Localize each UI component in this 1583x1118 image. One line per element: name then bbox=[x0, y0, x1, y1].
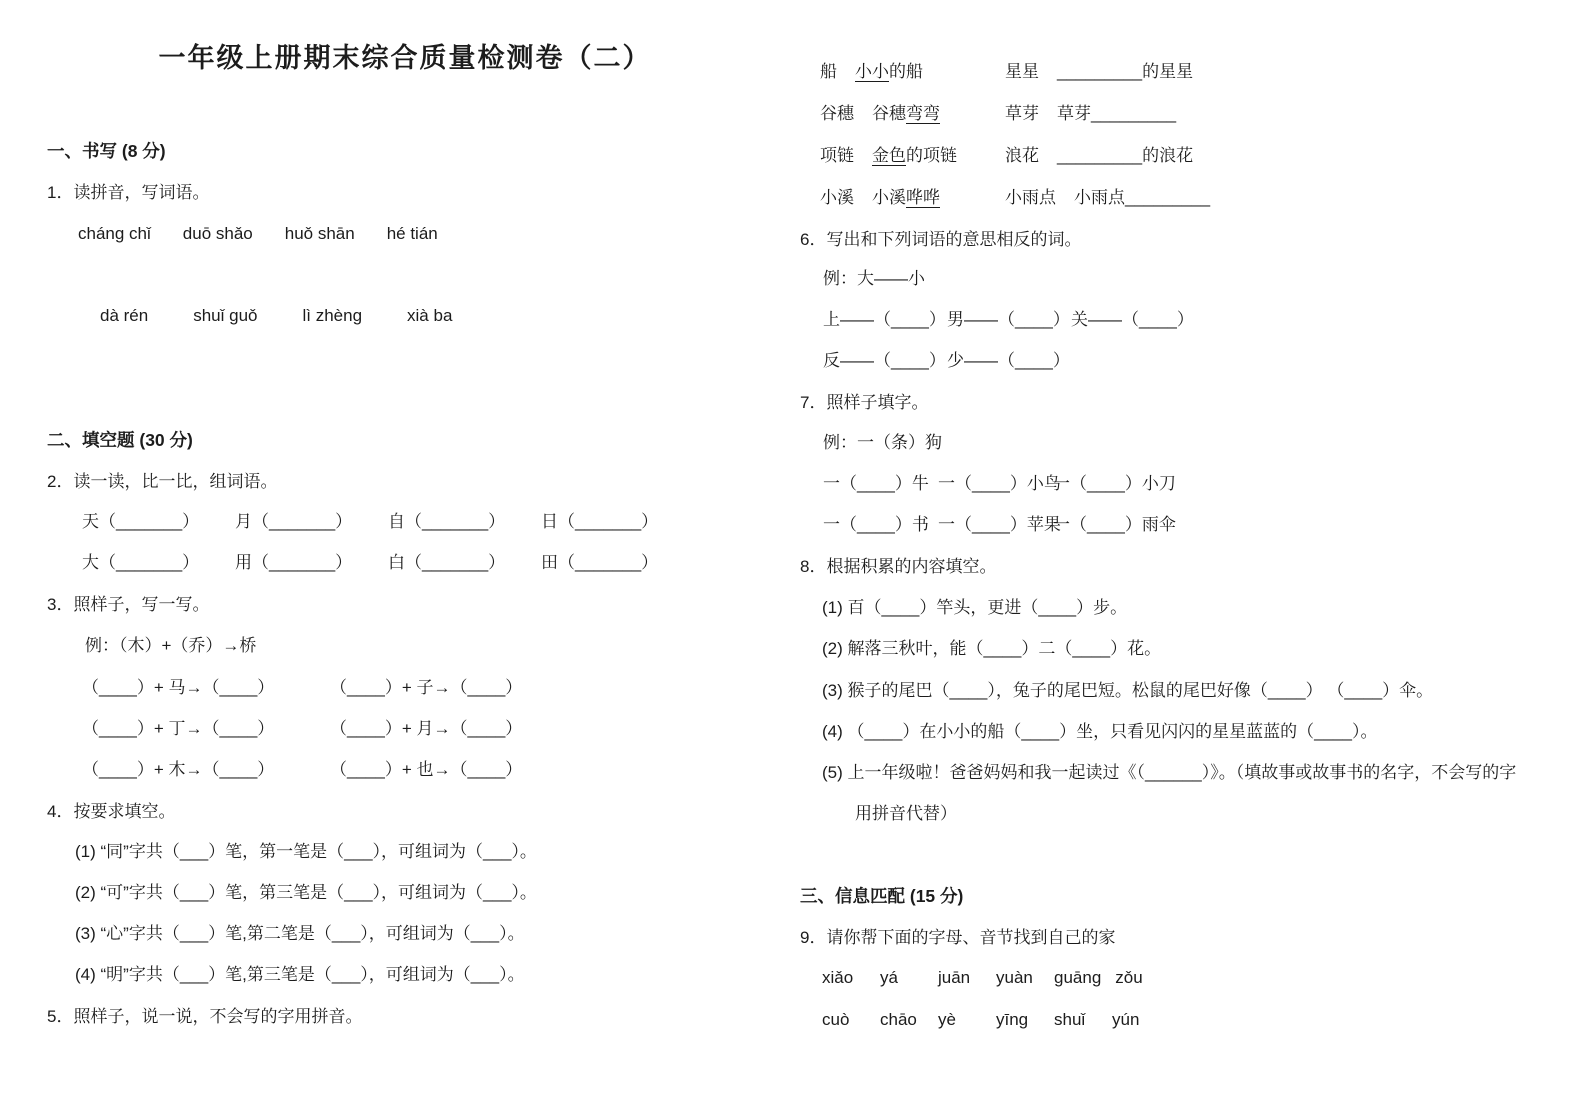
question-8-label: 8．根据积累的内容填空。 bbox=[800, 557, 997, 576]
question-4-label: 4．按要求填空。 bbox=[47, 802, 176, 821]
question-8-item-3: (3) 猴子的尾巴（____），兔子的尾巴短。松鼠的尾巴好像（____） （____）伞。 bbox=[822, 681, 1434, 700]
section-3-heading: 三、信息匹配 (15 分) bbox=[800, 886, 964, 906]
char-equation: （____）+ 丁→（____） bbox=[82, 719, 275, 738]
word-blank: 日（_______） bbox=[541, 512, 659, 531]
page-title: 一年级上册期末综合质量检测卷（二） bbox=[158, 43, 652, 73]
measure-word-blank: 一（____）雨伞 bbox=[1053, 515, 1176, 534]
question-6-label: 6．写出和下列词语的意思相反的词。 bbox=[800, 230, 1082, 249]
measure-word-blank: 一（____）牛 bbox=[823, 474, 929, 493]
underlined-text: 小小 bbox=[855, 62, 889, 81]
question-5-label: 5．照样子，说一说，不会写的字用拼音。 bbox=[47, 1007, 363, 1026]
pinyin-word: dà rén bbox=[100, 306, 149, 325]
pinyin-syllable: yún bbox=[1112, 1010, 1140, 1029]
section-1-heading: 一、书写 (8 分) bbox=[47, 141, 166, 161]
question-2-row-2 bbox=[82, 551, 658, 575]
underlined-text: 金色 bbox=[872, 146, 906, 165]
match-blank: _________的星星 bbox=[1057, 62, 1194, 81]
pinyin-syllable: yīng bbox=[996, 1010, 1029, 1029]
question-1-pinyin-row-1 bbox=[78, 222, 470, 246]
match-blank: 草芽_________ bbox=[1057, 104, 1177, 123]
question-4-item-4: (4) “明”字共（___）笔,第三笔是（___），可组词为（___）。 bbox=[75, 965, 525, 984]
question-7-label: 7．照样子填字。 bbox=[800, 393, 929, 412]
pinyin-syllable: shuǐ bbox=[1054, 1010, 1086, 1029]
question-3-example: 例：（木）+（乔）→桥 bbox=[85, 636, 257, 655]
question-6-example: 例：大——小 bbox=[823, 269, 925, 288]
char-equation: （____）+ 子→（____） bbox=[330, 678, 523, 697]
match-word: 船 bbox=[820, 62, 837, 81]
word-blank: 大（_______） bbox=[82, 553, 200, 572]
char-equation: （____）+ 木→（____） bbox=[82, 760, 275, 779]
question-8-item-4: (4) （____）在小小的船（____）坐，只看见闪闪的星星蓝蓝的（____）。 bbox=[822, 722, 1378, 741]
antonym-blank: 男——（____） bbox=[947, 310, 1070, 329]
question-1-label: 1．读拼音，写词语。 bbox=[47, 183, 210, 202]
pinyin-syllable: guāng bbox=[1054, 968, 1102, 987]
question-8-item-2: (2) 解落三秋叶，能（____）二（____）花。 bbox=[822, 639, 1162, 658]
match-row-3 bbox=[820, 144, 1193, 168]
question-7-example: 例：一（条）狗 bbox=[823, 433, 942, 452]
question-3-row-3 bbox=[82, 758, 522, 782]
measure-word-blank: 一（____）小鸟 bbox=[938, 474, 1061, 493]
pinyin-syllable: yè bbox=[938, 1010, 956, 1029]
section-2-heading: 二、填空题 (30 分) bbox=[47, 430, 193, 450]
word-blank: 自（_______） bbox=[388, 512, 506, 531]
pinyin-word: hé tián bbox=[386, 224, 438, 243]
underlined-text: 哗哗 bbox=[906, 188, 940, 207]
match-word: 星星 bbox=[1005, 62, 1039, 81]
question-4-item-3: (3) “心”字共（___）笔,第二笔是（___），可组词为（___）。 bbox=[75, 924, 525, 943]
match-example bbox=[872, 188, 940, 207]
match-row-1 bbox=[820, 60, 1193, 84]
plain-text: 谷穗 bbox=[872, 104, 906, 123]
question-9-pinyin-row-2 bbox=[822, 1008, 1170, 1032]
pinyin-word: duō shǎo bbox=[182, 224, 253, 243]
question-4-item-1: (1) “同”字共（___）笔，第一笔是（___），可组词为（___）。 bbox=[75, 842, 537, 861]
pinyin-syllable: yá bbox=[880, 968, 898, 987]
plain-text: 的项链 bbox=[906, 146, 957, 165]
question-1-pinyin-row-2 bbox=[100, 304, 497, 328]
match-word: 小雨点 bbox=[1005, 188, 1056, 207]
question-7-row-2 bbox=[823, 513, 1176, 537]
question-6-row-2 bbox=[823, 349, 1070, 373]
measure-word-blank: 一（____）书 bbox=[823, 515, 929, 534]
question-2-row-1 bbox=[82, 510, 658, 534]
match-example bbox=[872, 104, 940, 123]
match-blank: 小雨点_________ bbox=[1074, 188, 1211, 207]
match-blank: _________的浪花 bbox=[1057, 146, 1194, 165]
question-4-item-2: (2) “可”字共（___）笔，第三笔是（___），可组词为（___）。 bbox=[75, 883, 537, 902]
match-row-2 bbox=[820, 102, 1176, 126]
match-example bbox=[872, 146, 957, 165]
match-word: 小溪 bbox=[820, 188, 854, 207]
match-example bbox=[855, 62, 923, 81]
match-word: 谷穗 bbox=[820, 104, 854, 123]
question-9-pinyin-row-1 bbox=[822, 966, 1173, 990]
plain-text: 小溪 bbox=[872, 188, 906, 207]
char-equation: （____）+ 马→（____） bbox=[82, 678, 275, 697]
word-blank: 天（_______） bbox=[82, 512, 200, 531]
pinyin-word: cháng chǐ bbox=[78, 224, 151, 243]
question-3-row-1 bbox=[82, 676, 522, 700]
match-word: 浪花 bbox=[1005, 146, 1039, 165]
plain-text: 的船 bbox=[889, 62, 923, 81]
question-2-label: 2．读一读，比一比，组词语。 bbox=[47, 472, 278, 491]
word-blank: 用（_______） bbox=[235, 553, 353, 572]
question-7-row-1 bbox=[823, 472, 1176, 496]
pinyin-word: shuǐ guǒ bbox=[193, 306, 258, 325]
pinyin-syllable: yuàn bbox=[996, 968, 1033, 987]
word-blank: 白（_______） bbox=[388, 553, 506, 572]
word-blank: 月（_______） bbox=[235, 512, 353, 531]
char-equation: （____）+ 也→（____） bbox=[330, 760, 523, 779]
antonym-blank: 关——（____） bbox=[1071, 310, 1194, 329]
question-3-label: 3．照样子，写一写。 bbox=[47, 595, 210, 614]
question-3-row-2 bbox=[82, 717, 522, 741]
question-6-row-1 bbox=[823, 308, 1194, 332]
antonym-blank: 少——（____） bbox=[947, 351, 1070, 370]
pinyin-word: xià ba bbox=[407, 306, 453, 325]
question-8-item-1: (1) 百（____）竿头，更进（____）步。 bbox=[822, 598, 1128, 617]
underlined-text: 弯弯 bbox=[906, 104, 940, 123]
antonym-blank: 反——（____） bbox=[823, 351, 946, 370]
match-row-4 bbox=[820, 186, 1210, 210]
pinyin-syllable: juān bbox=[938, 968, 971, 987]
pinyin-syllable: chāo bbox=[880, 1010, 917, 1029]
measure-word-blank: 一（____）苹果 bbox=[938, 515, 1061, 534]
measure-word-blank: 一（____）小刀 bbox=[1053, 474, 1176, 493]
antonym-blank: 上——（____） bbox=[823, 310, 946, 329]
match-word: 草芽 bbox=[1005, 104, 1039, 123]
char-equation: （____）+ 月→（____） bbox=[330, 719, 523, 738]
word-blank: 田（_______） bbox=[541, 553, 659, 572]
match-word: 项链 bbox=[820, 146, 854, 165]
question-9-label: 9．请你帮下面的字母、音节找到自己的家 bbox=[800, 928, 1116, 947]
pinyin-syllable: zǒu bbox=[1115, 968, 1143, 987]
pinyin-word: lì zhèng bbox=[302, 306, 363, 325]
pinyin-syllable: xiǎo bbox=[822, 968, 854, 987]
pinyin-syllable: cuò bbox=[822, 1010, 850, 1029]
question-8-item-5: (5) 上一年级啦！爸爸妈妈和我一起读过《（______）》。（填故事或故事书的名字，不会写的字用拼音代替） bbox=[822, 763, 1517, 823]
pinyin-word: huǒ shān bbox=[284, 224, 355, 243]
